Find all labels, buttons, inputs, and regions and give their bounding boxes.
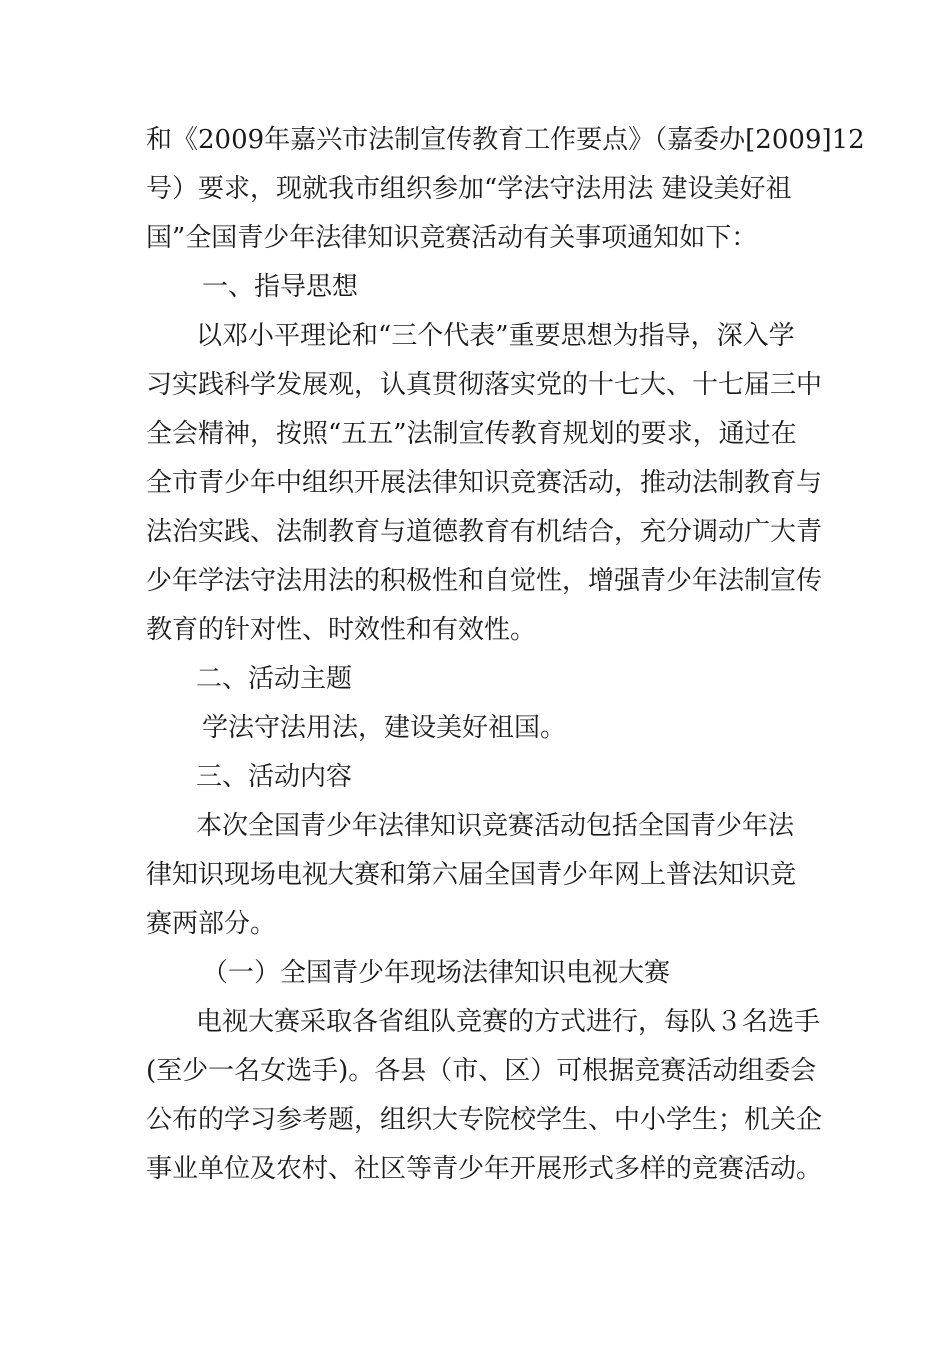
body-line-16: 律知识现场电视大赛和第六届全国青少年网上普法知识竞	[146, 860, 797, 890]
body-line-22: 事业单位及农村、社区等青少年开展形式多样的竞赛活动。	[146, 1154, 823, 1184]
body-line-21: 公布的学习参考题，组织大专院校学生、中小学生；机关企	[146, 1105, 823, 1135]
body-line-6: 习实践科学发展观，认真贯彻落实党的十七大、十七届三中	[146, 370, 823, 400]
body-line-1: 和《2009年嘉兴市法制宣传教育工作要点》（嘉委办[2009]12	[146, 125, 865, 155]
body-line-11: 教育的针对性、时效性和有效性。	[146, 615, 537, 645]
body-line-20: (至少一名女选手)。各县（市、区）可根据竞赛活动组委会	[146, 1056, 817, 1086]
body-line-7: 全会精神，按照“五五”法制宣传教育规划的要求，通过在	[146, 419, 797, 449]
subsection-heading-1: （一）全国青少年现场法律知识电视大赛	[202, 958, 671, 988]
section-heading-1: 一、指导思想	[202, 272, 359, 302]
section-heading-2: 二、活动主题	[196, 664, 353, 694]
body-line-17: 赛两部分。	[146, 909, 277, 939]
body-line-3: 国”全国青少年法律知识竞赛活动有关事项通知如下：	[146, 223, 758, 253]
body-line-8: 全市青少年中组织开展法律知识竞赛活动，推动法制教育与	[146, 468, 823, 498]
body-line-9: 法治实践、法制教育与道德教育有机结合，充分调动广大青	[146, 517, 823, 547]
body-line-2: 号）要求，现就我市组织参加“学法守法用法 建设美好祖	[146, 174, 792, 204]
body-line-19: 电视大赛采取各省组队竞赛的方式进行，每队３名选手	[196, 1007, 821, 1037]
body-line-10: 少年学法守法用法的积极性和自觉性，增强青少年法制宣传	[146, 566, 823, 596]
section-heading-3: 三、活动内容	[196, 762, 353, 792]
body-line-15: 本次全国青少年法律知识竞赛活动包括全国青少年法	[196, 811, 795, 841]
body-line-5: 以邓小平理论和“三个代表”重要思想为指导，深入学	[196, 321, 795, 351]
body-line-13: 学法守法用法，建设美好祖国。	[202, 713, 567, 743]
